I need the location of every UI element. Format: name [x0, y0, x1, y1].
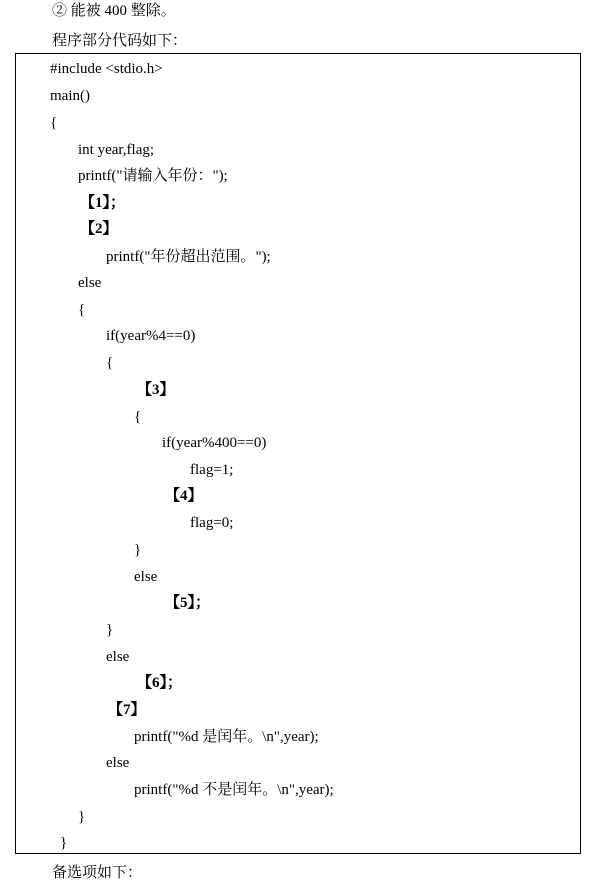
blank-2: 【2】 [80, 221, 118, 237]
code-line: else [106, 755, 130, 771]
blank-7: 【7】 [108, 702, 146, 718]
code-line: if(year%400==0) [162, 435, 267, 451]
code-line: } [60, 835, 68, 851]
code-line: { [134, 409, 142, 425]
blank-1: 【1】； [80, 195, 126, 211]
code-line: #include <stdio.h> [50, 61, 163, 77]
code-line: else [134, 569, 158, 585]
code-line: flag=1; [190, 462, 234, 478]
code-intro-text: 程序部分代码如下： [52, 33, 188, 49]
code-line: { [50, 115, 58, 131]
code-line: } [106, 622, 114, 638]
code-line: if(year%4==0) [106, 328, 196, 344]
code-line: } [78, 809, 86, 825]
code-line: else [106, 649, 130, 665]
blank-3: 【3】 [137, 382, 175, 398]
code-line: else [78, 275, 102, 291]
blank-6: 【6】； [137, 675, 183, 691]
blank-5: 【5】； [165, 595, 211, 611]
code-line: printf("请输入年份："); [78, 168, 228, 184]
code-line: int year,flag; [78, 142, 155, 158]
code-line: printf("%d 是闰年。\n",year); [134, 729, 319, 745]
code-line: { [78, 302, 86, 318]
code-line: printf("年份超出范围。"); [106, 249, 271, 265]
code-line: main() [50, 88, 90, 104]
code-line: } [134, 542, 142, 558]
code-line: flag=0; [190, 515, 234, 531]
code-line: printf("%d 不是闰年。\n",year); [134, 782, 334, 798]
code-line: { [106, 355, 114, 371]
blank-4: 【4】 [165, 488, 203, 504]
condition-2-text: ② 能被 400 整除。 [52, 3, 176, 19]
options-intro-text: 备选项如下： [52, 865, 143, 881]
